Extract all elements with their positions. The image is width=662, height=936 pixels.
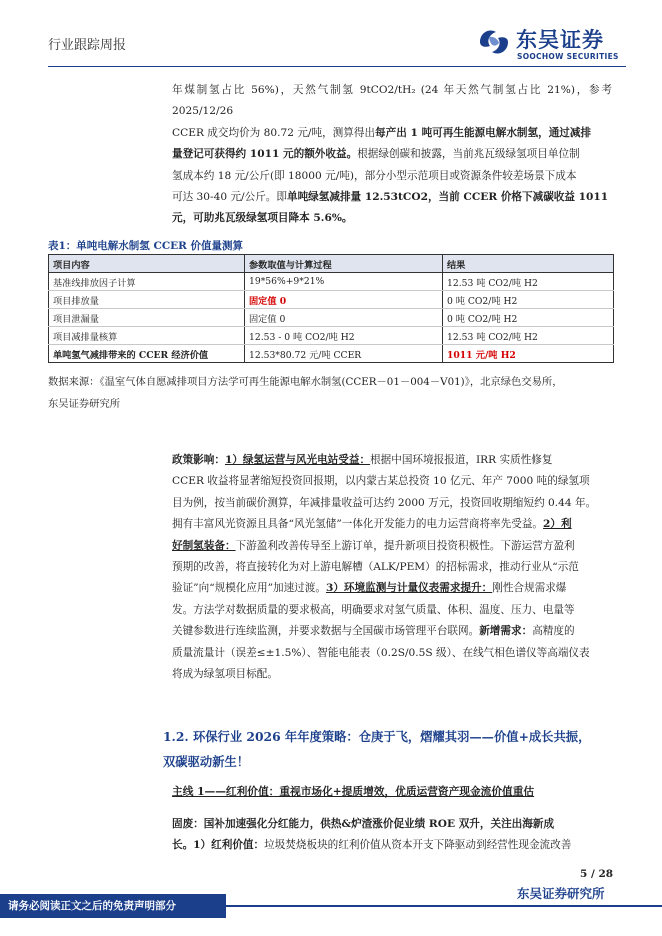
table-cell: 12.53 - 0 吨 CO2/吨 H2 [245,327,443,345]
table-cell: 12.53 吨 CO2/吨 H2 [443,273,614,291]
para2-line2: CCER 收益将显著缩短投资回报期，以内蒙古某总投资 10 亿元、年产 7000 吨的绿氢项 [172,475,590,488]
table-header-cell: 参数取值与计算过程 [245,255,443,273]
logo-english-name: SOOCHOW SECURITIES [517,52,619,61]
para1-line5a: 可达 30-40 元/公斤。即 [172,191,287,204]
para2-line8: 发。方法学对数据质量的要求极高，明确要求对氢气质量、体积、温度、压力、电量等 [172,603,575,616]
table-cell: 项目泄漏量 [49,309,245,327]
table-row [49,309,614,327]
brand-logo [476,22,626,66]
para1-line3b: 根据绿创碳和披露，当前兆瓦级绿氢项目单位制 [357,148,580,161]
section-heading [163,724,615,774]
table-header-row [49,255,614,273]
para1-line1: 年煤制氢占比 56%)，天然气制氢 9tCO2/tH₂ (24 年天然气制氢占比 21%)，参考 2025/12/26 [172,84,612,118]
policy-heading-3: 3）环境监测与计量仪表需求提升： [325,582,493,595]
para2-line10: 质量流量计（误差≤±1.5%）、智能电能表（0.2S/0.5S 级）、在线气相色谱仪等高端仪表 [172,646,590,659]
para1-line6: 元，可助兆瓦级绿氢项目降本 5.6%。 [172,212,353,225]
page-number: 5 / 28 [580,868,614,880]
header-divider [48,66,626,67]
para1-line4: 氢成本约 18 元/公斤(即 18000 元/吨)，部分小型示范项目或资源条件较差场景下成本 [172,169,577,182]
policy-impact-paragraph [172,450,614,685]
para3-line2a: 长。1）红利价值： [172,839,265,852]
para2-line5: 下游盈利改善传导至上游订单，提升新项目投资积极性。下游运营方盈利 [235,539,575,552]
table-cell: 基准线排放因子计算 [49,273,245,291]
para2-line9b: 高精度的 [532,625,575,638]
para1-line2b: 每产出 1 吨可再生能源电解水制氢，通过减排 [375,126,592,139]
policy-heading-1: 1）绿氢运营与风光电站受益： [224,454,371,466]
table-row [49,273,614,291]
table-cell-highlight: 1011 元/吨 H2 [443,345,614,363]
table-row-total [49,345,614,363]
table-cell: 12.53 吨 CO2/吨 H2 [443,327,614,345]
table-cell: 19*56%+9*21% [245,273,443,291]
ccer-value-table [48,254,614,363]
para2-line4a: 拥有丰富风光资源且具备“风光氢储”一体化开发能力的电力运营商将率先受益。 [172,518,544,531]
table-cell: 项目排放量 [49,291,245,309]
footer-disclaimer: 请务必阅读正文之后的免责声明部分 [0,894,226,918]
table-title: 表1：单吨电解水制氢 CCER 价值量测算 [48,240,244,252]
para1-line3a: 量登记可获得约 1011 元的额外收益。 [172,148,358,161]
footer-divider [226,905,662,907]
table-header-cell: 项目内容 [49,255,245,273]
new-demand-label: 新增需求： [479,625,533,638]
source-line1: 数据来源：《温室气体自愿减排项目方法学可再生能源电解水制氢(CCER－01－004－V01)》，北京绿色交易所， [48,376,563,388]
para3-line2b: 垃圾焚烧板块的红利价值从资本开支下降驱动到经营性现金流改善 [264,839,572,852]
para2-line7b: 刚性合规需求爆 [492,582,567,595]
para2-line11: 将成为绿氢项目标配。 [172,668,278,681]
report-category: 行业跟踪周报 [48,38,127,53]
table-row [49,291,614,309]
table-header-cell: 结果 [443,255,614,273]
table-source-note [48,372,614,415]
ccer-revenue-paragraph [172,80,612,230]
policy-heading-2b: 好制氢装备： [172,539,236,552]
policy-heading-2a: 2）利 [543,518,572,531]
footer-institute: 东吴证券研究所 [517,886,605,901]
solid-waste-paragraph [172,814,614,857]
table-row [49,327,614,345]
table-cell: 项目减排量核算 [49,327,245,345]
para2-line3: 目为例，按当前碳价测算，年减排量收益可达约 2000 万元，投资回收期缩短约 0.44 年。 [172,496,597,509]
section-heading-line1: 1.2. 环保行业 2026 年年度策略：仓庚于飞，熠耀其羽——价值+成长共振， [163,729,591,744]
table-cell: 0 吨 CO2/吨 H2 [443,291,614,309]
section-heading-line2: 双碳驱动新生！ [163,754,250,769]
soochow-logo-icon [476,24,512,60]
para1-line2a: CCER 成交均价为 80.72 元/吨，测算得出 [172,126,376,139]
para2-line6: 预期的改善，将直接转化为对上游电解槽（ALK/PEM）的招标需求，推动行业从“示范 [172,561,579,574]
para2-line1: 根据中国环境报报道，IRR 实质性修复 [370,454,553,466]
table-cell: 单吨氢气减排带来的 CCER 经济价值 [49,345,245,363]
para2-line7a: 验证”向“规模化应用”加速过渡。 [172,582,326,595]
para3-line1: 固废：国补加速强化分红能力，供热&炉渣涨价促业绩 ROE 双升，关注出海新成 [172,818,555,830]
source-line2: 东吴证券研究所 [48,397,121,410]
table-cell: 0 吨 CO2/吨 H2 [443,309,614,327]
mainline-heading: 主线 1——红利价值：重视市场化+提质增效，优质运营资产现金流价值重估 [172,785,535,798]
para1-line5b: 单吨绿氢减排量 12.53tCO2，当前 CCER 价格下减碳收益 1011 [287,191,609,204]
logo-chinese-name: 东吴证券 [516,28,604,52]
table-cell: 12.53*80.72 元/吨 CCER [245,345,443,363]
para2-line9a: 关键参数进行连续监测，并要求数据与全国碳市场管理平台联网。 [172,625,480,638]
table-cell-highlight: 固定值 0 [245,291,443,309]
policy-lead: 政策影响： [172,454,225,466]
table-cell: 固定值 0 [245,309,443,327]
